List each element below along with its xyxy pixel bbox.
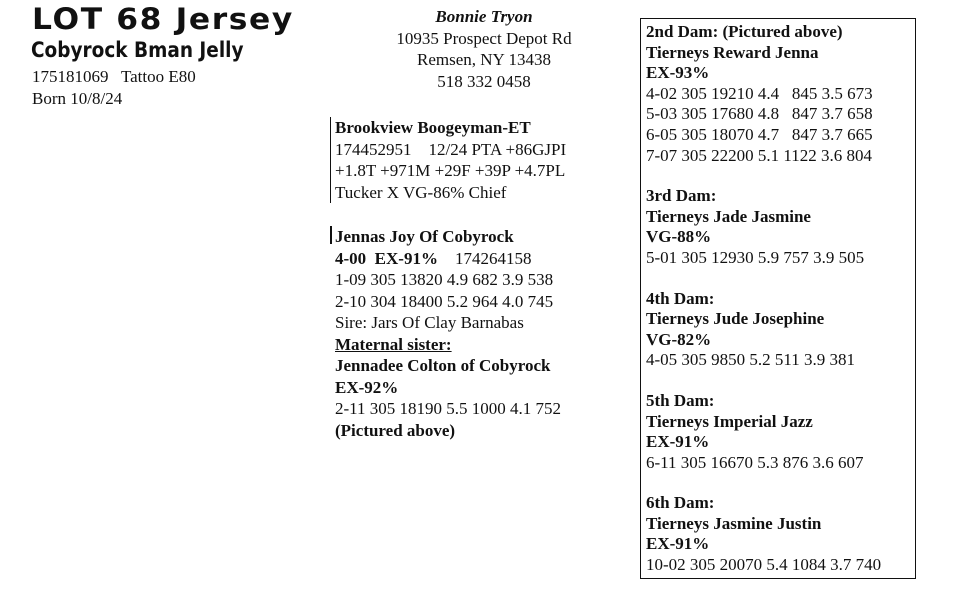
dam-6 [646,493,915,575]
maternal-sister-label: Maternal sister: [335,334,452,354]
dam-title: 4th Dam: [646,288,715,308]
dam-classification: 4-00 EX-91% [335,248,438,268]
dam-4 [646,289,915,371]
sire-name: Brookview Boogeyman-ET [335,118,531,137]
owner-address: 10935 Prospect Depot Rd [396,28,572,48]
birth-date: Born 10/8/24 [32,89,123,108]
dam-title: 3rd Dam: [646,186,717,206]
dam-class: EX-93% [646,63,710,83]
dam-record: 2-10 304 18400 5.2 964 4.0 745 [335,291,554,311]
dam-5 [646,391,915,473]
lot-title: LOT 68 Jersey [32,2,294,36]
dam-class: EX-91% [646,534,710,554]
dam-record: 6-11 305 16670 5.3 876 3.6 607 [646,452,864,472]
dam-record: 4-02 305 19210 4.4 845 3.5 673 [646,83,873,103]
dam-name: Jennas Joy Of Cobyrock [335,227,514,246]
dam-record: 1-09 305 13820 4.9 682 3.9 538 [335,270,554,289]
dam-record: 7-07 305 22200 5.1 1122 3.6 804 [646,145,873,165]
sister-name: Jennadee Colton of Cobyrock [335,356,551,375]
dam-class-line [335,248,561,270]
dam-title: 5th Dam: [646,390,715,410]
animal-info [32,66,196,110]
sister-note: (Pictured above) [335,420,456,440]
sire-pedigree: Tucker X VG-86% Chief [335,182,507,202]
owner-phone: 518 332 0458 [437,71,531,91]
animal-name: Cobyrock Bman Jelly [31,38,244,62]
sister-class: EX-92% [335,377,399,397]
dam-block [335,226,561,441]
owner-block [384,6,584,92]
dam-sire: Sire: Jars Of Clay Barnabas [335,313,524,332]
sire-proof: 174452951 12/24 PTA +86GJPI [335,139,567,159]
owner-name: Bonnie Tryon [435,7,533,26]
dam-name: Tierneys Reward Jenna [646,42,819,62]
dam-record: 4-05 305 9850 5.2 511 3.9 381 [646,350,856,370]
dam-title: 6th Dam: [646,493,715,513]
owner-city: Remsen, NY 13438 [417,50,551,69]
dam-title: 2nd Dam: (Pictured above) [646,22,843,41]
sire-block [330,117,566,203]
dam-name: Tierneys Imperial Jazz [646,411,813,431]
dam-class: EX-91% [646,432,710,452]
dam-record: 6-05 305 18070 4.7 847 3.7 665 [646,124,873,144]
dam-class: VG-82% [646,329,712,349]
dam-bracket [330,226,332,244]
registration-tattoo: 175181069 Tattoo E80 [32,67,196,86]
dam-name: Tierneys Jasmine Justin [646,513,822,533]
dam-2 [646,22,915,166]
sister-record: 2-11 305 18190 5.5 1000 4.1 752 [335,399,562,418]
dam-name: Tierneys Jude Josephine [646,309,825,329]
dam-record: 10-02 305 20070 5.4 1084 3.7 740 [646,555,882,575]
dam-lineage-box [640,18,916,579]
dam-registration: 174264158 [454,248,532,268]
dam-record: 5-01 305 12930 5.9 757 3.9 505 [646,247,865,267]
dam-3 [646,186,915,268]
sire-traits: +1.8T +971M +29F +39P +4.7PL [335,161,566,180]
dam-class: VG-88% [646,227,712,247]
dam-name: Tierneys Jade Jasmine [646,206,811,226]
dam-record: 5-03 305 17680 4.8 847 3.7 658 [646,104,873,124]
